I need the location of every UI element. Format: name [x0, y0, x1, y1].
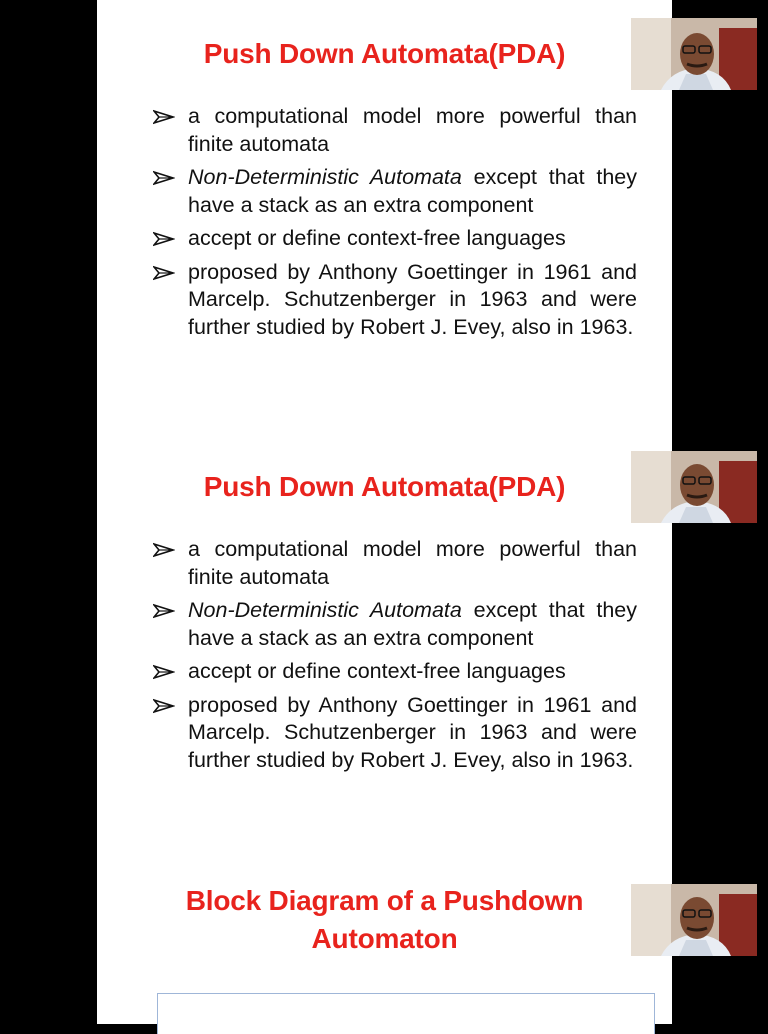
- arrow-bullet-icon: [153, 664, 175, 680]
- slide-title-line-1: Block Diagram of a Pushdown: [185, 885, 584, 916]
- bullet-text: accept or define context-free languages: [188, 659, 566, 683]
- list-item: [153, 225, 637, 253]
- list-item: [153, 658, 637, 686]
- presenter-video-icon: [631, 884, 757, 956]
- arrow-bullet-icon: [153, 603, 175, 619]
- block-diagram-frame: [157, 993, 655, 1034]
- arrow-bullet-icon: [153, 698, 175, 714]
- bullet-text: a computational model more powerful than finite automata: [188, 537, 637, 589]
- presenter-webcam: [631, 18, 757, 90]
- bullet-list: [153, 103, 637, 347]
- list-item: [153, 259, 637, 342]
- bullet-text: except that they have a stack as an extra component: [188, 165, 637, 217]
- list-item: [153, 536, 637, 591]
- arrow-bullet-icon: [153, 231, 175, 247]
- bullet-text: accept or define context-free languages: [188, 226, 566, 250]
- slide-title: Push Down Automata(PDA): [203, 38, 566, 69]
- list-item: [153, 164, 637, 219]
- bullet-emphasis: Non-Deterministic Automata: [188, 598, 462, 622]
- bullet-text: proposed by Anthony Goettinger in 1961 and Marcelp. Schutzenberger in 1963 and were further studied by Robert J. Evey, also in 1963.: [188, 692, 637, 772]
- bullet-emphasis: Non-Deterministic Automata: [188, 165, 462, 189]
- presenter-video-icon: [631, 18, 757, 90]
- bullet-list: [153, 536, 637, 780]
- bullet-text: except that they have a stack as an extra component: [188, 598, 637, 650]
- list-item: [153, 692, 637, 775]
- arrow-bullet-icon: [153, 542, 175, 558]
- arrow-bullet-icon: [153, 265, 175, 281]
- arrow-bullet-icon: [153, 109, 175, 125]
- document-page: [97, 0, 672, 1024]
- bullet-text: proposed by Anthony Goettinger in 1961 and Marcelp. Schutzenberger in 1963 and were further studied by Robert J. Evey, also in 1963.: [188, 259, 637, 339]
- presenter-video-icon: [631, 451, 757, 523]
- list-item: [153, 103, 637, 158]
- list-item: [153, 597, 637, 652]
- slide-title: Push Down Automata(PDA): [203, 471, 566, 502]
- bullet-text: a computational model more powerful than finite automata: [188, 104, 637, 156]
- arrow-bullet-icon: [153, 170, 175, 186]
- presenter-webcam: [631, 884, 757, 956]
- slide-title-line-2: Automaton: [311, 923, 458, 954]
- presenter-webcam: [631, 451, 757, 523]
